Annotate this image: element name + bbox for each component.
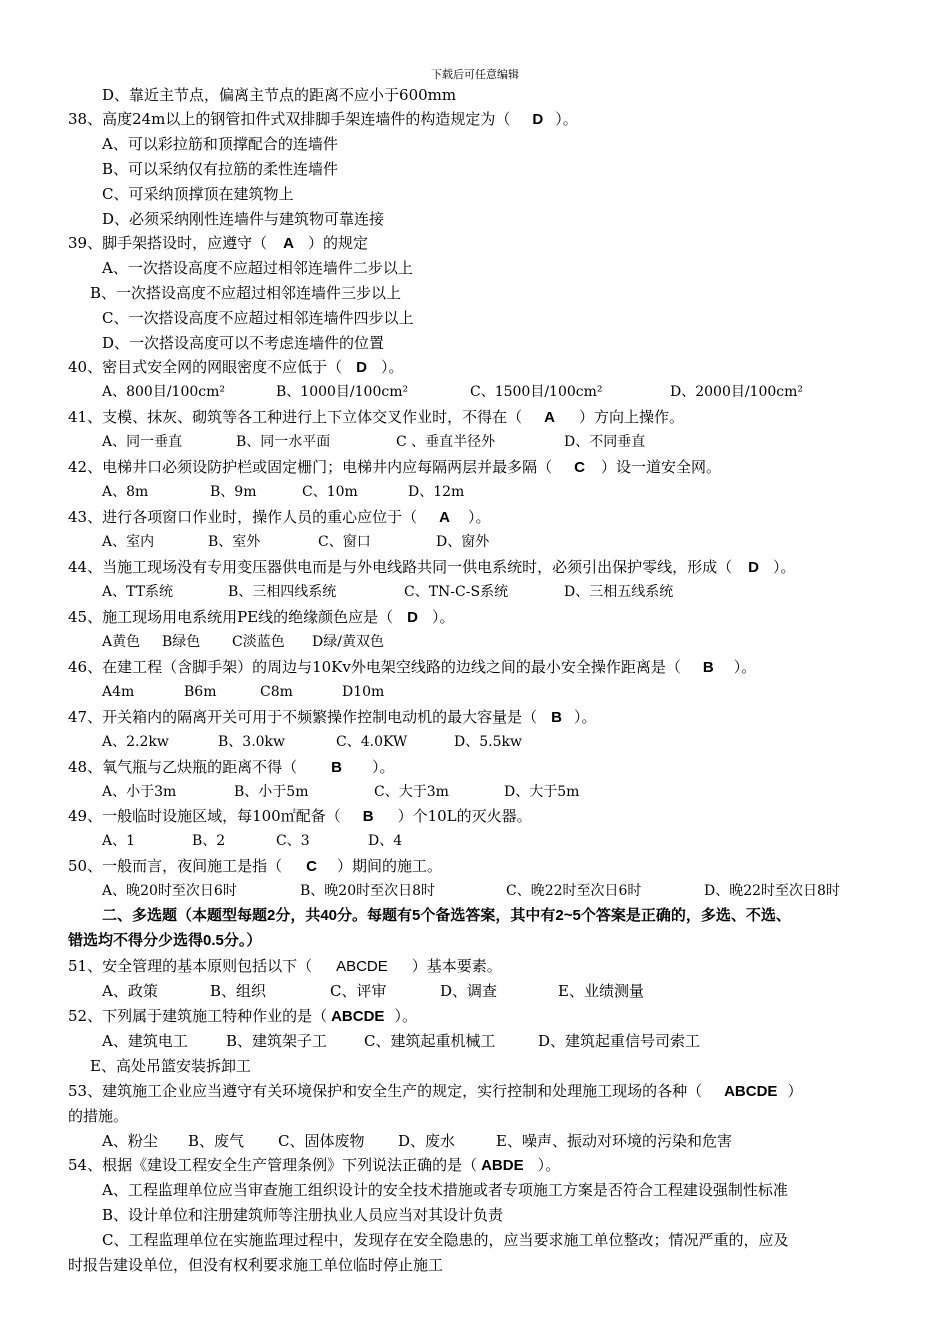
option: D、废水 xyxy=(398,1132,456,1150)
option: B、晚20时至次日8时 xyxy=(300,883,436,899)
question-38: 38、高度24m以上的钢管扣件式双排脚手架连墙件的构造规定为（ D ）。 xyxy=(68,110,578,128)
answer: B xyxy=(331,759,342,776)
answer: B xyxy=(702,659,714,676)
option: D绿/黄双色 xyxy=(312,634,384,650)
option-line: D、靠近主节点，偏离主节点的距离不应小于600mm xyxy=(102,86,457,104)
question-44: 44、当施工现场没有专用变压器供电而是与外电线路共同一供电系统时，必须引出保护零线，形成（ D ）。 xyxy=(68,558,796,576)
options-row xyxy=(102,1031,700,1051)
option: D、2000目/100cm² xyxy=(670,384,804,400)
answer: D xyxy=(532,111,544,128)
question-52: 52、下列属于建筑施工特种作业的是（ ABCDE ）。 xyxy=(68,1007,417,1025)
option: A、政策 xyxy=(102,982,158,1000)
option: A、粉尘 xyxy=(102,1132,158,1150)
option: D、建筑起重信号司索工 xyxy=(538,1032,701,1050)
options-row xyxy=(102,732,522,752)
option: A、800目/100cm² xyxy=(102,384,225,400)
option: E、噪声、振动对环境的污染和危害 xyxy=(496,1132,732,1150)
option: D、窗外 xyxy=(436,534,490,550)
option: D、晚22时至次日8时 xyxy=(704,883,840,899)
question-46: 46、在建工程（含脚手架）的周边与10Kv外电架空线路的边线之间的最小安全操作距离是（ B ）。 xyxy=(68,658,757,676)
option-line: A、可以彩拉筋和顶撑配合的连墙件 xyxy=(102,135,338,153)
options-row xyxy=(102,981,644,1001)
option: B6m xyxy=(184,684,217,700)
option-line: A、工程监理单位应当审查施工组织设计的安全技术措施或者专项施工方案是否符合工程建设强制性标准 xyxy=(102,1181,788,1199)
option: C、4.0KW xyxy=(336,734,408,750)
option-line: D、一次搭设高度可以不考虑连墙件的位置 xyxy=(102,334,385,352)
option: C8m xyxy=(260,684,293,700)
option: D、调查 xyxy=(440,982,498,1000)
option: A、同一垂直 xyxy=(102,434,183,450)
options-row xyxy=(102,382,803,402)
question-54: 54、根据《建设工程安全生产管理条例》下列说法正确的是（ ABDE ）。 xyxy=(68,1156,561,1174)
option: C、固体废物 xyxy=(278,1132,365,1150)
option: D、大于5m xyxy=(504,784,580,800)
option-line: B、设计单位和注册建筑师等注册执业人员应当对其设计负责 xyxy=(102,1206,504,1224)
question-47: 47、开关箱内的隔离开关可用于不频繁操作控制电动机的最大容量是（ B ）。 xyxy=(68,708,597,726)
options-row xyxy=(102,632,384,652)
answer: ABDE xyxy=(481,1157,524,1174)
question-48: 48、氧气瓶与乙炔瓶的距离不得（ B ）。 xyxy=(68,758,395,776)
answer: A xyxy=(544,409,555,426)
question-50: 50、一般而言，夜间施工是指（ C ）期间的施工。 xyxy=(68,857,442,875)
option: D10m xyxy=(342,684,385,700)
option: C、TN-C-S系统 xyxy=(404,584,509,600)
option: C、评审 xyxy=(330,982,387,1000)
option-line: A、一次搭设高度不应超过相邻连墙件二步以上 xyxy=(102,259,413,277)
option: D、5.5kw xyxy=(454,734,522,750)
answer: A xyxy=(439,509,450,526)
option: B、小于5m xyxy=(234,784,309,800)
options-row xyxy=(102,532,489,552)
option-line: B、一次搭设高度不应超过相邻连墙件三步以上 xyxy=(90,284,402,302)
options-row xyxy=(102,831,402,851)
option: B、废气 xyxy=(188,1132,245,1150)
option: B、2 xyxy=(192,833,226,849)
option: D、12m xyxy=(408,484,465,500)
option: C、窗口 xyxy=(318,534,371,550)
option: C、大于3m xyxy=(374,784,449,800)
option: C、建筑起重机械工 xyxy=(364,1032,496,1050)
answer: B xyxy=(551,709,562,726)
section-heading: 二、多选题（本题型每题2分，共40分。每题有5个备选答案，其中有2~5个答案是正确的，多选、不选、 xyxy=(102,907,791,924)
question-41: 41、支模、抹灰、砌筑等各工种进行上下立体交叉作业时，不得在（ A ）方向上操作。 xyxy=(68,408,684,426)
option: A、8m xyxy=(102,484,149,500)
question-53: 53、建筑施工企业应当遵守有关环境保护和安全生产的规定，实行控制和处理施工现场的各种（ ABCDE ） xyxy=(68,1082,803,1100)
question-49: 49、一般临时设施区域，每100㎡配备（ B ）个10L的灭火器。 xyxy=(68,807,532,825)
option: A、晚20时至次日6时 xyxy=(102,883,237,899)
option-line: B、可以采纳仅有拉筋的柔性连墙件 xyxy=(102,160,339,178)
answer: D xyxy=(356,359,367,376)
page-header: 下载后可任意编辑 xyxy=(431,68,519,81)
answer: ABCDE xyxy=(336,958,388,975)
answer: ABCDE xyxy=(724,1083,778,1100)
option: C、晚22时至次日6时 xyxy=(506,883,642,899)
option: A、1 xyxy=(102,833,136,849)
option: B、室外 xyxy=(208,534,261,550)
options-row xyxy=(102,582,673,602)
option-line: C、工程监理单位在实施监理过程中，发现存在安全隐患的，应当要求施工单位整改；情况严重的，应及 xyxy=(102,1231,789,1249)
option: A、2.2kw xyxy=(102,734,169,750)
option: E、业绩测量 xyxy=(558,982,644,1000)
options-row xyxy=(102,682,384,702)
option: C 、垂直半径外 xyxy=(396,434,496,450)
option: B、组织 xyxy=(210,982,267,1000)
question-42: 42、电梯井口必须设防护栏或固定栅门；电梯井内应每隔两层并最多隔（ C ）设一道安全网。 xyxy=(68,458,721,476)
question-53-cont: 的措施。 xyxy=(68,1107,129,1125)
option-line: C、可采纳顶撑顶在建筑物上 xyxy=(102,185,294,203)
option: C、1500目/100cm² xyxy=(470,384,603,400)
options-row xyxy=(102,881,840,901)
option: B、三相四线系统 xyxy=(228,584,337,600)
question-51: 51、安全管理的基本原则包括以下（ ABCDE ）基本要素。 xyxy=(68,957,502,975)
option-line: E、高处吊篮安装拆卸工 xyxy=(90,1057,251,1075)
option: B、9m xyxy=(210,484,257,500)
option: A、建筑电工 xyxy=(102,1032,188,1050)
option: A黄色 xyxy=(102,634,141,650)
option: D、三相五线系统 xyxy=(564,584,674,600)
options-row xyxy=(102,482,464,502)
option-line: D、必须采纳刚性连墙件与建筑物可靠连接 xyxy=(102,210,385,228)
question-40: 40、密目式安全网的网眼密度不应低于（ D ）。 xyxy=(68,358,404,376)
options-row xyxy=(102,1131,732,1151)
option-line-cont: 时报告建设单位，但没有权利要求施工单位临时停止施工 xyxy=(68,1256,444,1274)
option: A、小于3m xyxy=(102,784,177,800)
option: A4m xyxy=(102,684,135,700)
answer: ABCDE xyxy=(331,1008,385,1025)
answer: C xyxy=(306,858,317,875)
option: B、3.0kw xyxy=(218,734,286,750)
options-row xyxy=(102,782,579,802)
option: A、TT系统 xyxy=(102,584,174,600)
option: C淡蓝色 xyxy=(232,634,285,650)
answer: A xyxy=(283,235,294,252)
option: B、同一水平面 xyxy=(236,434,331,450)
options-row xyxy=(102,432,645,452)
answer: D xyxy=(407,609,418,626)
question-39: 39、脚手架搭设时，应遵守（ A ）的规定 xyxy=(68,234,368,252)
question-43: 43、进行各项窗口作业时，操作人员的重心应位于（ A ）。 xyxy=(68,508,491,526)
option: B、建筑架子工 xyxy=(226,1032,328,1050)
option-line: C、一次搭设高度不应超过相邻连墙件四步以上 xyxy=(102,309,414,327)
section-heading-cont: 错选均不得分少选得0.5分。） xyxy=(68,932,262,949)
answer: B xyxy=(362,808,374,825)
option: B绿色 xyxy=(162,634,201,650)
option: B、1000目/100cm² xyxy=(276,384,409,400)
answer: D xyxy=(748,559,759,576)
option: D、4 xyxy=(368,833,403,849)
option: A、室内 xyxy=(102,534,155,550)
question-45: 45、施工现场用电系统用PE线的绝缘颜色应是（ D ）。 xyxy=(68,608,455,626)
option: D、不同垂直 xyxy=(564,434,646,450)
option: C、10m xyxy=(302,484,358,500)
answer: C xyxy=(574,459,585,476)
option: C、3 xyxy=(276,833,310,849)
